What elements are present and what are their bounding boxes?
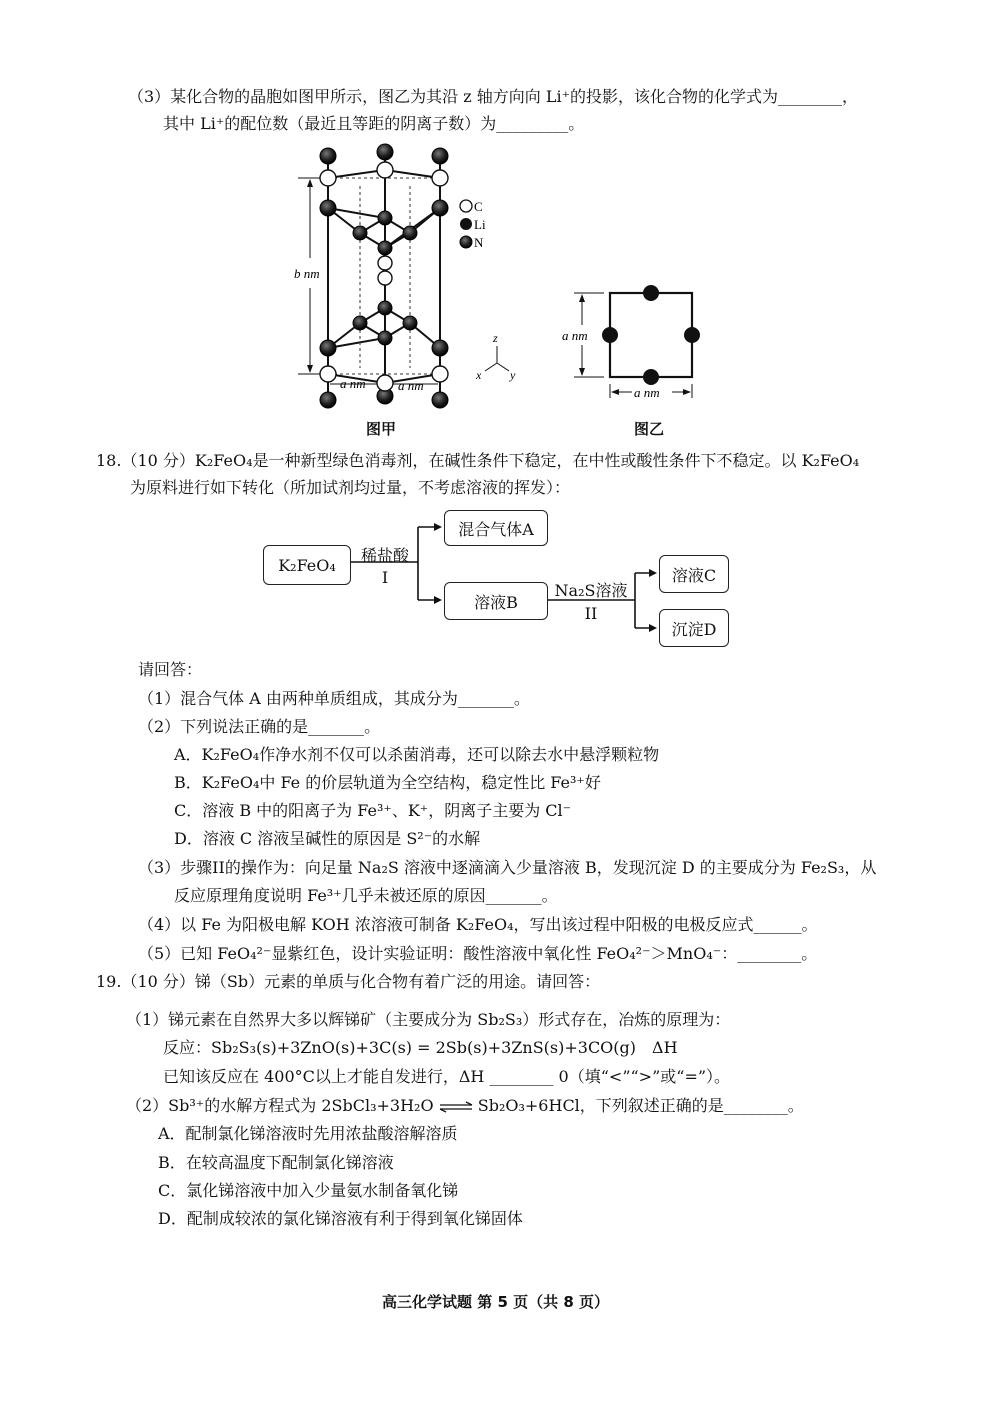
q18-option-d: D．溶液 C 溶液呈碱性的原因是 S²⁻的水解 xyxy=(174,829,481,848)
precipitate-d-box: 沉淀D xyxy=(659,609,729,647)
figure-jia-caption: 图甲 xyxy=(366,420,397,438)
q18-stem-line2: 为原料进行如下转化（所加试剂均过量，不考虑溶液的挥发）： xyxy=(130,478,571,497)
page-footer: 高三化学试题 第 5 页（共 8 页） xyxy=(382,1293,609,1311)
solution-b-box: 溶液B xyxy=(444,582,548,620)
q18-option-b: B．K₂FeO₄中 Fe 的价层轨道为全空结构，稳定性比 Fe³⁺好 xyxy=(174,773,601,792)
q19-part1: （1）锑元素在自然界大多以辉锑矿（主要成分为 Sb₂S₃）形式存在，冶炼的原理为： xyxy=(126,1010,731,1029)
axis-y-label: y xyxy=(510,368,516,382)
axis-x-label: x xyxy=(476,368,482,382)
q19-part2 xyxy=(126,1095,804,1117)
step2-num: II xyxy=(584,604,598,623)
gas-a-box: 混合气体A xyxy=(444,510,548,546)
q19-part2-pre: （2）Sb³⁺的水解方程式为 2SbCl₃+3H₂O xyxy=(126,1096,434,1115)
q18-ask: 请回答： xyxy=(138,660,203,679)
q19-known: 已知该反应在 400°C以上才能自发进行，ΔH ________ 0（填“<”“>”或“=”）。 xyxy=(163,1067,731,1086)
axis-z-label: z xyxy=(493,331,498,345)
b-nm-label: b nm xyxy=(294,266,320,281)
projection-figure xyxy=(560,280,710,405)
q18-option-a: A．K₂FeO₄作净水剂不仅可以杀菌消毒，还可以除去水中悬浮颗粒物 xyxy=(174,745,660,764)
q19-option-b: B．在较高温度下配制氯化锑溶液 xyxy=(158,1153,394,1172)
q18-part1: （1）混合气体 A 由两种单质组成，其成分为_______。 xyxy=(138,689,530,708)
equilibrium-arrow-icon xyxy=(439,1101,473,1113)
q18-part3-line1: （3）步骤II的操作为：向足量 Na₂S 溶液中逐滴滴入少量溶液 B，发现沉淀 D 的主要成分为 Fe₂S₃，从 xyxy=(138,858,877,877)
q18-part4: （4）以 Fe 为阳极电解 KOH 浓溶液可制备 K₂FeO₄，写出该过程中阳极的电极反应式______。 xyxy=(138,915,818,934)
q19-option-d: D．配制成较浓的氯化锑溶液有利于得到氧化锑固体 xyxy=(158,1209,523,1228)
crystal-cell-figure xyxy=(280,138,540,413)
q18-option-c: C．溶液 B 中的阳离子为 Fe³⁺、K⁺，阴离子主要为 Cl⁻ xyxy=(174,801,572,820)
q18-part2: （2）下列说法正确的是_______。 xyxy=(138,717,381,736)
q19-reaction: 反应：Sb₂S₃(s)+3ZnO(s)+3C(s) = 2Sb(s)+3ZnS(s)+3CO(g) ΔH xyxy=(163,1038,678,1057)
legend-c-label: C xyxy=(474,199,483,214)
step1-reagent: 稀盐酸 xyxy=(360,546,409,565)
step2-reagent: Na₂S溶液 xyxy=(554,581,628,600)
q18-part5: （5）已知 FeO₄²⁻显紫红色，设计实验证明：酸性溶液中氧化性 FeO₄²⁻＞MnO₄⁻：________。 xyxy=(138,944,818,963)
a-nm-label-1: a nm xyxy=(340,376,366,391)
q17-3-line1: （3）某化合物的晶胞如图甲所示，图乙为其沿 z 轴方向向 Li⁺的投影，该化合物的化学式为________， xyxy=(128,87,859,106)
figure-yi-caption: 图乙 xyxy=(634,420,665,438)
q19-part2-post: Sb₂O₃+6HCl，下列叙述正确的是________。 xyxy=(477,1096,804,1115)
step1-num: I xyxy=(381,568,389,587)
q18-stem-line1: 18.（10 分）K₂FeO₄是一种新型绿色消毒剂，在碱性条件下稳定，在中性或酸性条件下不稳定。以 K₂FeO₄ xyxy=(96,451,860,470)
legend-n-label: N xyxy=(474,235,484,250)
solution-c-box: 溶液C xyxy=(659,555,729,593)
q18-part3-line2: 反应原理角度说明 Fe³⁺几乎未被还原的原因_______。 xyxy=(174,886,558,905)
q19-stem: 19.（10 分）锑（Sb）元素的单质与化合物有着广泛的用途。请回答： xyxy=(96,972,601,991)
q19-option-c: C．氯化锑溶液中加入少量氨水制备氧化锑 xyxy=(158,1181,459,1200)
a-nm-label-2: a nm xyxy=(398,378,424,393)
q17-3-line2: 其中 Li⁺的配位数（最近且等距的阴离子数）为_________。 xyxy=(163,114,585,133)
a-nm-bottom-label: a nm xyxy=(634,385,660,400)
q19-option-a: A．配制氯化锑溶液时先用浓盐酸溶解溶质 xyxy=(158,1124,458,1143)
legend-li-label: Li xyxy=(474,217,486,232)
k2feo4-box: K₂FeO₄ xyxy=(263,545,351,585)
a-nm-left-label: a nm xyxy=(562,328,588,343)
